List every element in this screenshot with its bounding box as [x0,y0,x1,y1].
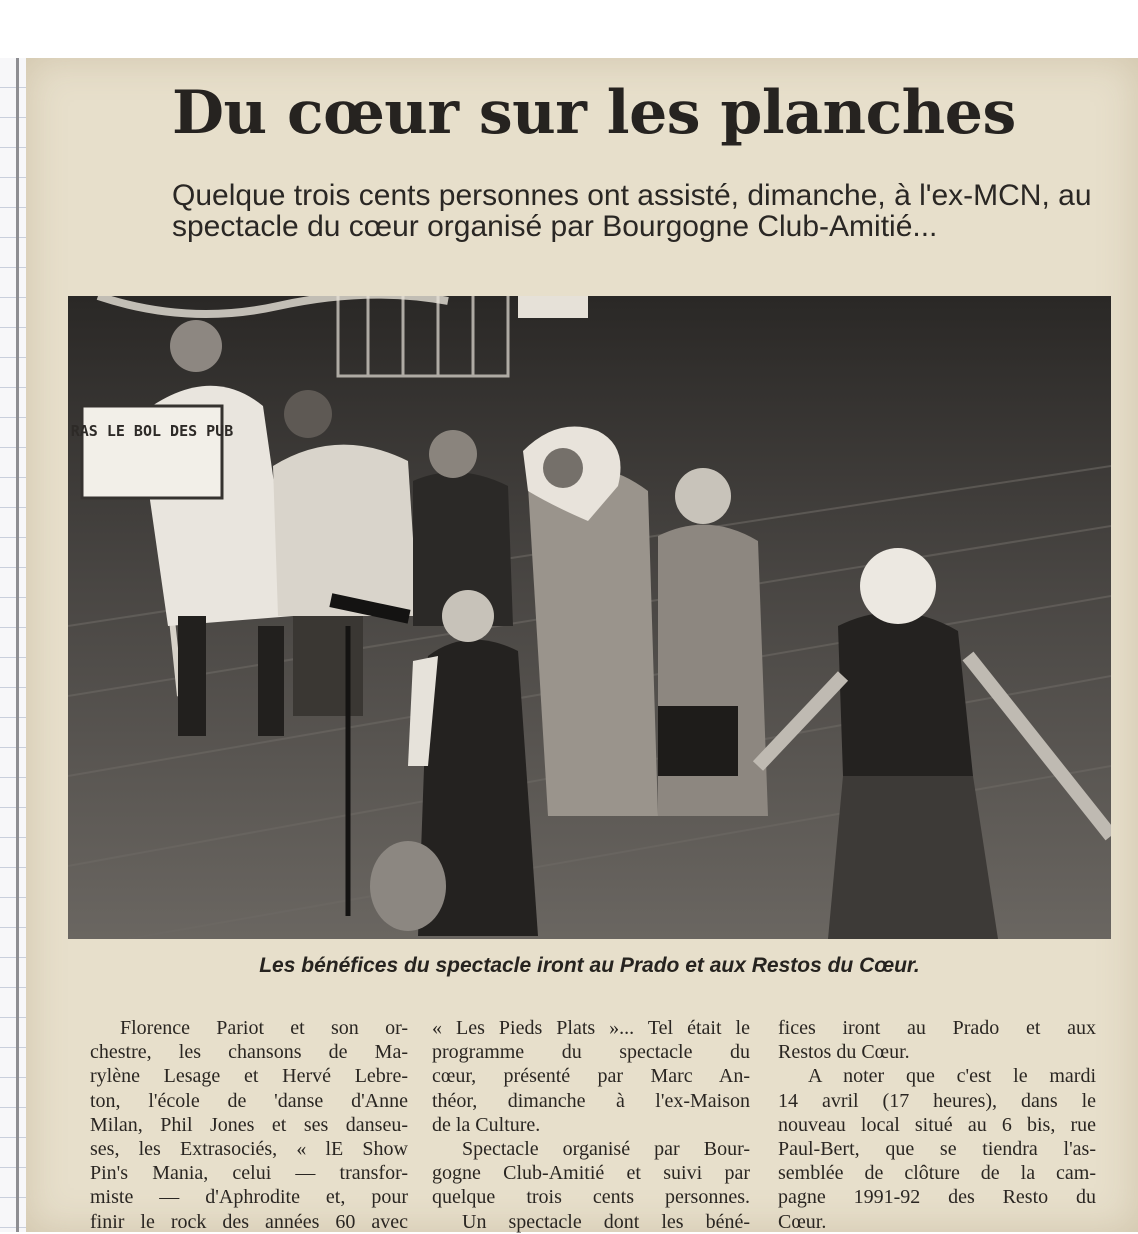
body-line: Pin's Mania, celui — transfor- [90,1162,408,1185]
body-line: programme du spectacle du [432,1041,750,1064]
body-line: Milan, Phil Jones et ses danseu- [90,1113,408,1136]
body-line: Cœur. [778,1210,827,1233]
body-line: théor, dimanche à l'ex-Maison [432,1089,750,1112]
lead-paragraph: Quelque trois cents personnes ont assisté, dimanche, à l'ex-MCN, au spectacle du cœur organisé par Bourgogne Club-Amitié... [172,179,1092,243]
body-line: quelque trois cents personnes. [432,1186,750,1209]
body-column-1 [90,1016,408,1234]
body-line: ton, l'école de 'danse d'Anne [90,1089,408,1112]
binder-edge [16,58,19,1232]
body-line: nouveau local situé au 6 bis, rue [778,1113,1096,1136]
photo-caption: Les bénéfices du spectacle iront au Prado et aux Restos du Cœur. [259,954,920,977]
body-line: pagne 1991-92 des Resto du [778,1186,1096,1209]
body-line: chestre, les chansons de Ma- [90,1041,408,1064]
body-line: cœur, présenté par Marc An- [432,1065,750,1088]
body-line: 14 avril (17 heures), dans le [778,1089,1096,1112]
body-column-2 [432,1016,750,1234]
article-photo [68,296,1111,939]
body-line: fices iront au Prado et aux [778,1017,1096,1039]
body-line: Paul-Bert, que se tiendra l'as- [778,1138,1096,1161]
headline: Du cœur sur les planches [172,78,1016,148]
body-line: finir le rock des années 60 avec [90,1210,408,1233]
photo-sign [71,406,234,498]
body-line: A noter que c'est le mardi [808,1065,1096,1088]
binder-sheet [0,58,27,1232]
body-column-3 [778,1016,1096,1234]
body-line: de la Culture. [432,1113,541,1136]
body-line: Spectacle organisé par Bour- [462,1138,750,1161]
body-line: ses, les Extrasociés, « lE Show [90,1138,408,1161]
body-line: « Les Pieds Plats »... Tel était le [432,1017,750,1039]
body-line: semblée de clôture de la cam- [778,1162,1096,1185]
body-line: gogne Club-Amitié et suivi par [432,1162,750,1185]
body-line: rylène Lesage et Hervé Lebre- [90,1065,408,1088]
body-line: Un spectacle dont les béné- [462,1210,750,1233]
body-line: Florence Pariot et son or- [120,1017,408,1039]
photo-sign-text: RAS LE BOL DES PUB [70,422,234,440]
body-line: miste — d'Aphrodite et, pour [90,1186,408,1209]
body-line: Restos du Cœur. [778,1041,910,1064]
